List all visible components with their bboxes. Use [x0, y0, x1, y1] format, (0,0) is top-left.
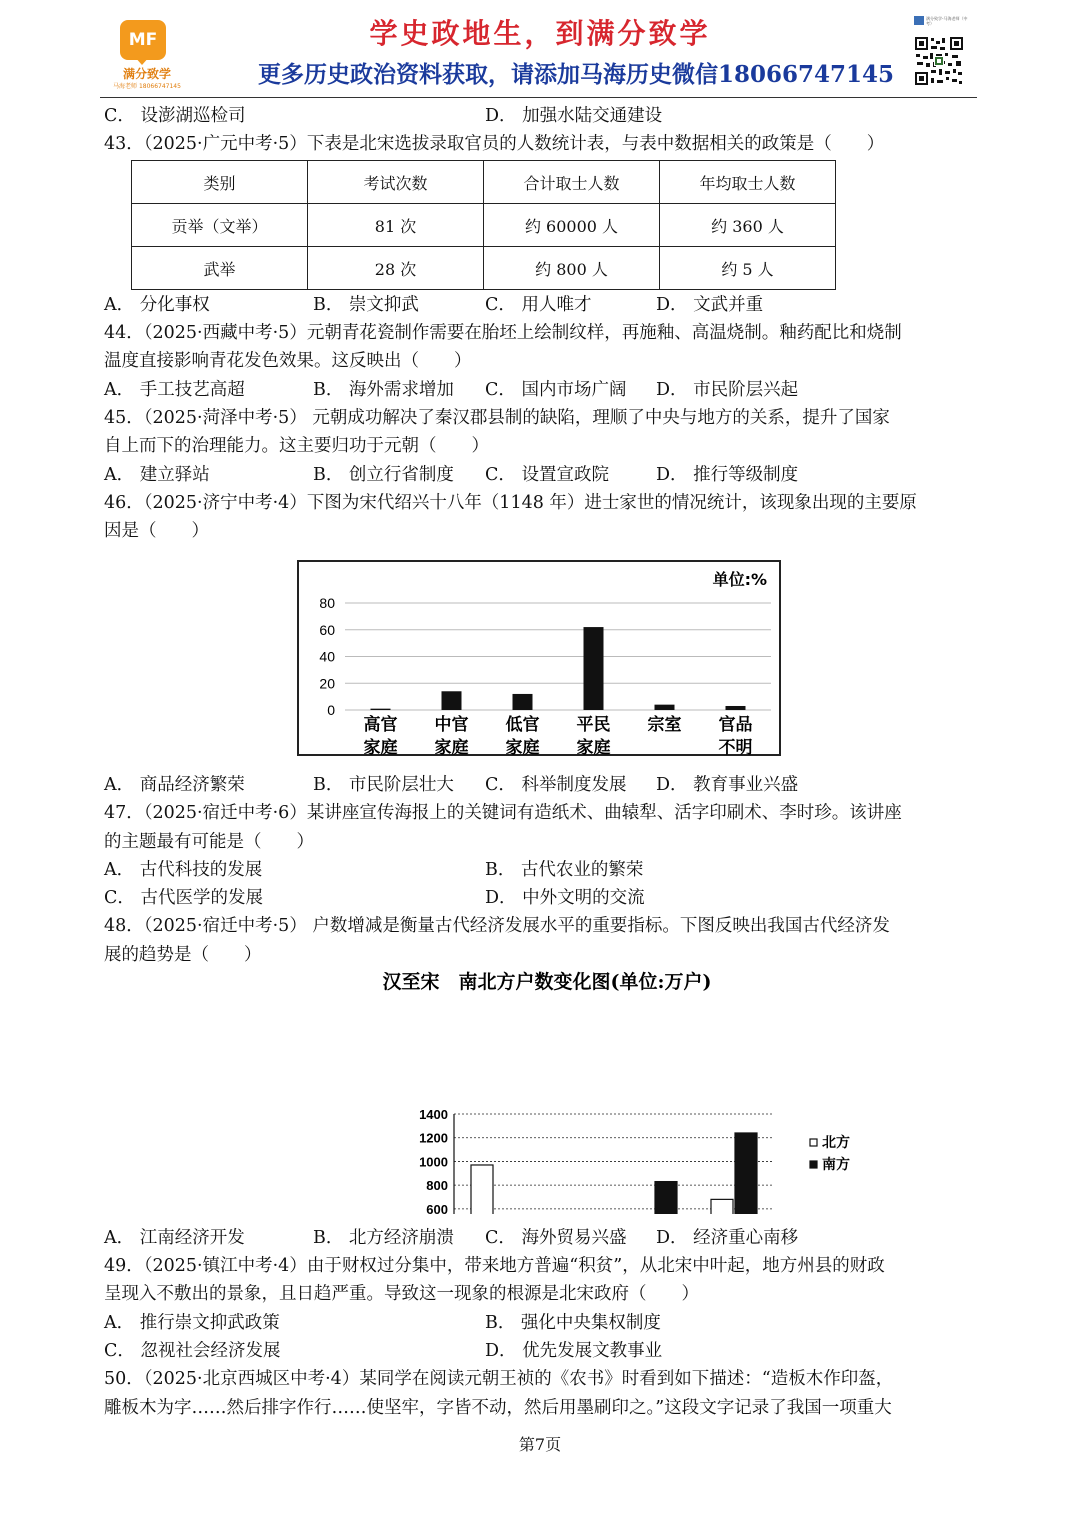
bar — [726, 706, 746, 710]
q48-stem: 48．（2025·宿迁中考·5） 户数增减是衡量古代经济发展水平的重要指标。下图反映出我国古代经济发 — [104, 916, 890, 936]
option-c: C． 设澎湖巡检司 — [104, 106, 246, 126]
option-d: D． 中外文明的交流 — [485, 888, 645, 908]
y-tick-label: 1000 — [419, 1154, 448, 1170]
households-chart — [304, 964, 864, 1214]
bar-north — [711, 1199, 733, 1214]
table-cell: 约 5 人 — [660, 247, 836, 290]
x-tick-label: 家庭 — [363, 738, 398, 756]
q45-stem-cont: 自上而下的治理能力。这主要归功于元朝（ ） — [104, 436, 489, 456]
x-tick-label: 家庭 — [505, 738, 540, 756]
qr-note — [914, 16, 969, 30]
y-tick-label: 40 — [319, 648, 335, 665]
option-a: A． 推行崇文抑武政策 — [104, 1313, 280, 1333]
page-header — [0, 0, 1080, 100]
option-d: D． 加强水陆交通建设 — [485, 106, 663, 126]
bar — [584, 627, 604, 710]
table-cell: 贡举（文举） — [132, 204, 308, 247]
table-header-cell: 年均取士人数 — [660, 161, 836, 204]
q43-options — [104, 291, 978, 319]
y-tick-label: 600 — [426, 1201, 448, 1214]
bar — [513, 694, 533, 710]
q47-stem-cont: 的主题最有可能是（ ） — [104, 832, 314, 852]
option-c: C． 忽视社会经济发展 — [104, 1341, 281, 1361]
q45-options — [104, 461, 978, 489]
qr-code-icon[interactable] — [914, 36, 964, 86]
option-a: A． 手工技艺高超 — [104, 380, 245, 400]
q49-stem: 49．（2025·镇江中考·4）由于财权过分集中，带来地方普遍“积贫”，从北宋中叶起，地方州县的财政 — [104, 1256, 885, 1276]
x-tick-label: 不明 — [718, 738, 753, 756]
q47-stem: 47．（2025·宿迁中考·6）某讲座宣传海报上的关键词有造纸术、曲辕犁、活字印刷术、李时珍。该讲座 — [104, 803, 902, 823]
table-row — [132, 204, 836, 247]
table-cell: 约 60000 人 — [484, 204, 660, 247]
x-tick-label: 家庭 — [576, 738, 611, 756]
q49-options-cd — [104, 1337, 978, 1365]
x-tick-label: 平民 — [576, 715, 611, 735]
option-a: A． 分化事权 — [104, 295, 210, 315]
header-rule — [100, 97, 977, 98]
header-contact: 更多历史政治资料获取，请添加马海历史微信18066747145 — [258, 61, 895, 88]
option-c: C． 用人唯才 — [485, 295, 592, 315]
q46-stem: 46．（2025·济宁中考·4）下图为宋代绍兴十八年（1148 年）进士家世的情况统计，该现象出现的主要原 — [104, 493, 917, 513]
table-cell: 81 次 — [308, 204, 484, 247]
x-tick-label: 官品 — [718, 715, 753, 735]
bar — [442, 691, 462, 710]
table-cell: 约 360 人 — [660, 204, 836, 247]
logo-subtitle: 马海老师 18066747145 — [113, 83, 181, 90]
q46-options — [104, 771, 978, 799]
q49-options-ab — [104, 1309, 978, 1337]
option-a: A． 建立驿站 — [104, 465, 210, 485]
legend-label: 南方 — [822, 1157, 850, 1173]
table-header-cell: 合计取士人数 — [484, 161, 660, 204]
q44-stem-cont: 温度直接影响青花发色效果。这反映出（ ） — [104, 351, 472, 371]
q42-options — [104, 102, 978, 130]
x-tick-label: 高官 — [363, 715, 398, 735]
option-b: B． 北方经济崩溃 — [313, 1228, 454, 1248]
table-cell: 28 次 — [308, 247, 484, 290]
q50-stem: 50．（2025·北京西城区中考·4）某同学在阅读元朝王祯的《农书》时看到如下描述：“造板木作印盔， — [104, 1369, 894, 1389]
chart-title: 汉至宋 南北方户数变化图(单位:万户) — [382, 971, 712, 993]
logo-name: 满分致学 — [122, 67, 171, 81]
legend-label: 北方 — [822, 1135, 850, 1151]
q48-stem-cont: 展的趋势是（ ） — [104, 945, 262, 965]
q47-options-cd — [104, 884, 978, 912]
table-header-cell: 考试次数 — [308, 161, 484, 204]
bar — [655, 705, 675, 710]
q44-stem: 44．（2025·西藏中考·5）元朝青花瓷制作需要在胎坯上绘制纹样，再施釉、高温烧制。釉药配比和烧制 — [104, 323, 902, 343]
bar-north — [471, 1165, 493, 1214]
page-number: 第7页 — [518, 1435, 562, 1454]
option-a: A． 古代科技的发展 — [104, 860, 263, 880]
jinshi-family-chart — [297, 560, 781, 756]
logo-bubble-tail — [134, 56, 150, 65]
y-tick-label: 20 — [319, 675, 335, 692]
legend-swatch — [810, 1139, 817, 1146]
option-d: D． 推行等级制度 — [656, 465, 799, 485]
y-tick-label: 60 — [319, 621, 335, 638]
q45-stem: 45．（2025·菏泽中考·5） 元朝成功解决了秦汉郡县制的缺陷，理顺了中央与地方的关系，提升了国家 — [104, 408, 890, 428]
wechat-thumb-icon — [914, 16, 924, 25]
y-tick-label: 0 — [327, 702, 335, 718]
table-cell: 武举 — [132, 247, 308, 290]
table-row — [132, 247, 836, 290]
stats-table — [131, 160, 836, 290]
option-d: D． 教育事业兴盛 — [656, 775, 799, 795]
legend-swatch — [810, 1161, 817, 1168]
y-tick-label: 1200 — [419, 1130, 448, 1146]
option-b: B． 崇文抑武 — [313, 295, 419, 315]
q49-stem-cont: 呈现入不敷出的景象，且日趋严重。导致这一现象的根源是北宋政府（ ） — [104, 1284, 699, 1304]
option-c: C． 国内市场广阔 — [485, 380, 627, 400]
q44-options — [104, 376, 978, 404]
option-d: D． 市民阶层兴起 — [656, 380, 799, 400]
option-d: D． 文武并重 — [656, 295, 764, 315]
option-a: A． 江南经济开发 — [104, 1228, 245, 1248]
table-header-row — [132, 161, 836, 204]
qr-note-text: 满分致学-马海老师（中考） — [926, 16, 968, 26]
bar-south — [735, 1133, 757, 1214]
header-slogan: 学史政地生，到满分致学 — [369, 17, 711, 50]
q50-stem-cont: 雕板木为字……然后排字作行……使坚牢，字皆不动，然后用墨刷印之。”这段文字记录了我国一项重大 — [104, 1398, 892, 1418]
option-b: B． 创立行省制度 — [313, 465, 454, 485]
y-tick-label: 800 — [426, 1178, 448, 1194]
option-b: B． 市民阶层壮大 — [313, 775, 454, 795]
option-c: C． 海外贸易兴盛 — [485, 1228, 627, 1248]
option-c: C． 设置宣政院 — [485, 465, 609, 485]
bar-south — [655, 1182, 677, 1214]
option-a: A． 商品经济繁荣 — [104, 775, 245, 795]
q48-options — [104, 1224, 978, 1252]
option-d: D． 优先发展文教事业 — [485, 1341, 663, 1361]
q46-stem-cont: 因是（ ） — [104, 521, 209, 541]
q47-options-ab — [104, 856, 978, 884]
unit-label: 单位:% — [712, 570, 767, 589]
x-tick-label: 中官 — [434, 715, 469, 735]
q43-stem: 43．（2025·广元中考·5）下表是北宋选拔录取官员的人数统计表，与表中数据相关的政策是（ ） — [104, 134, 885, 154]
x-tick-label: 宗室 — [647, 715, 682, 735]
bar — [371, 709, 391, 710]
option-c: C． 古代医学的发展 — [104, 888, 263, 908]
x-tick-label: 低官 — [505, 715, 540, 735]
option-c: C． 科举制度发展 — [485, 775, 627, 795]
x-tick-label: 家庭 — [434, 738, 469, 756]
option-d: D． 经济重心南移 — [656, 1228, 799, 1248]
table-header-cell: 类别 — [132, 161, 308, 204]
option-b: B． 古代农业的繁荣 — [485, 860, 644, 880]
y-tick-label: 1400 — [419, 1107, 448, 1122]
logo-icon: MF — [120, 20, 166, 60]
option-b: B． 海外需求增加 — [313, 380, 454, 400]
table-cell: 约 800 人 — [484, 247, 660, 290]
option-b: B． 强化中央集权制度 — [485, 1313, 661, 1333]
y-tick-label: 80 — [319, 595, 335, 611]
